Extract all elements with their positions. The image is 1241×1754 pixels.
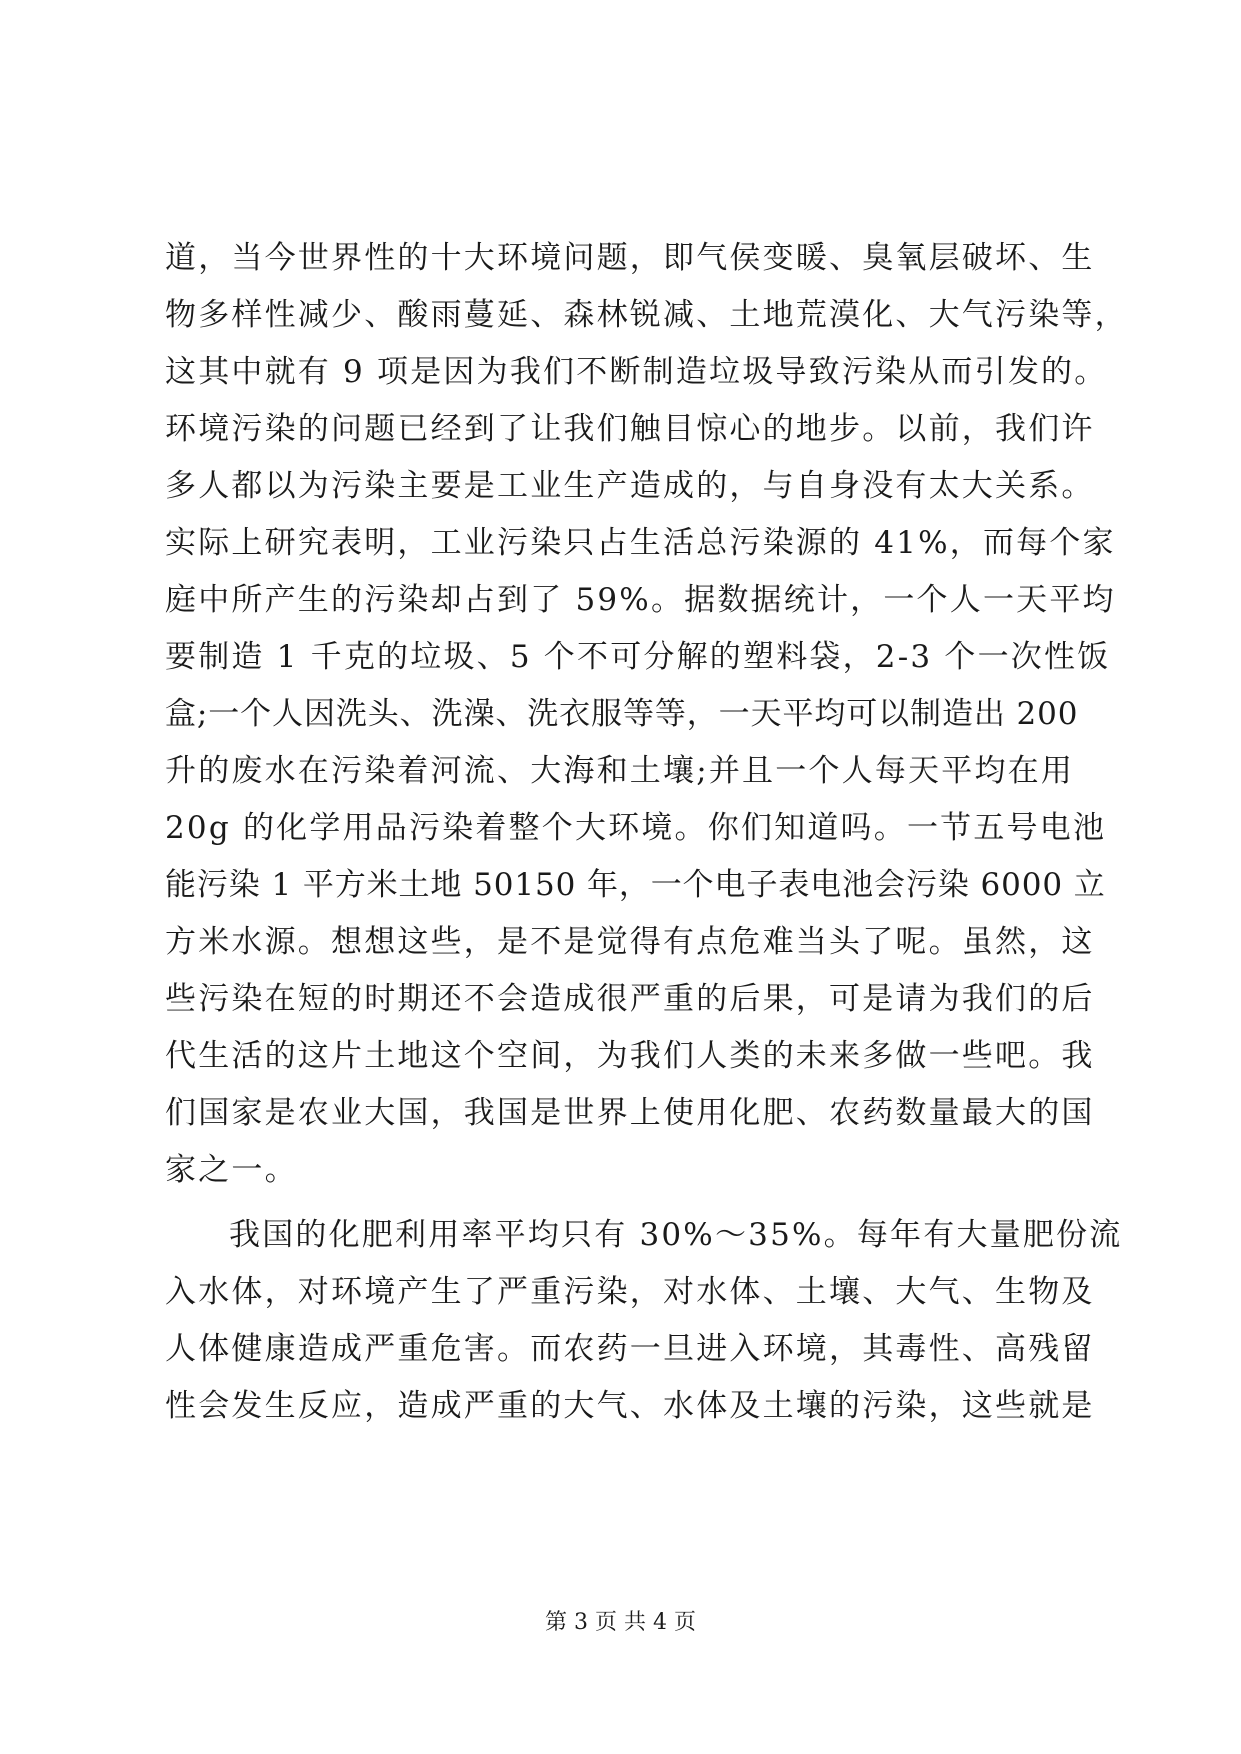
text-line: 盒;一个人因洗头、洗澡、洗衣服等等，一天平均可以制造出 200 xyxy=(165,696,1079,732)
text-line: 方米水源。想想这些，是不是觉得有点危难当头了呢。虽然，这 xyxy=(165,924,1095,960)
text-line: 多人都以为污染主要是工业生产造成的，与自身没有太大关系。 xyxy=(165,468,1095,504)
text-line: 们国家是农业大国，我国是世界上使用化肥、农药数量最大的国 xyxy=(165,1095,1095,1131)
text-line: 这其中就有 9 项是因为我们不断制造垃圾导致污染从而引发的。 xyxy=(165,354,1108,390)
text-line: 人体健康造成严重危害。而农药一旦进入环境，其毒性、高残留 xyxy=(165,1331,1095,1367)
text-line: 性会发生反应，造成严重的大气、水体及土壤的污染，这些就是 xyxy=(165,1388,1095,1424)
text-line: 升的废水在污染着河流、大海和土壤;并且一个人每天平均在用 xyxy=(165,753,1075,789)
text-line: 环境污染的问题已经到了让我们触目惊心的地步。以前，我们许 xyxy=(165,411,1095,447)
document-body xyxy=(165,230,1128,1435)
text-line: 能污染 1 平方米土地 50150 年，一个电子表电池会污染 6000 立 xyxy=(165,867,1106,903)
text-line: 我国的化肥利用率平均只有 30%～35%。每年有大量肥份流 xyxy=(229,1217,1123,1253)
text-line: 些污染在短的时期还不会造成很严重的后果，可是请为我们的后 xyxy=(165,981,1095,1017)
paragraph-spacer xyxy=(165,1199,1085,1207)
text-line: 20g 的化学用品污染着整个大环境。你们知道吗。一节五号电池 xyxy=(165,810,1107,846)
text-line: 入水体，对环境产生了严重污染，对水体、土壤、大气、生物及 xyxy=(165,1274,1095,1310)
paragraph-1 xyxy=(165,230,1128,1199)
text-line: 庭中所产生的污染却占到了 59%。据数据统计，一个人一天平均 xyxy=(165,582,1116,618)
text-line: 道，当今世界性的十大环境问题，即气侯变暖、臭氧层破坏、生 xyxy=(165,240,1095,276)
text-line: 代生活的这片土地这个空间，为我们人类的未来多做一些吧。我 xyxy=(165,1038,1095,1074)
text-line: 物多样性减少、酸雨蔓延、森林锐减、土地荒漠化、大气污染等， xyxy=(165,297,1128,333)
page-number-label: 第 3 页 共 4 页 xyxy=(545,1610,696,1635)
paragraph-2 xyxy=(165,1207,1123,1435)
text-line: 家之一。 xyxy=(165,1152,298,1188)
text-line: 要制造 1 千克的垃圾、5 个不可分解的塑料袋，2-3 个一次性饭 xyxy=(165,639,1111,675)
text-line: 实际上研究表明，工业污染只占生活总污染源的 41%，而每个家 xyxy=(165,525,1116,561)
page-footer xyxy=(0,1608,1241,1638)
